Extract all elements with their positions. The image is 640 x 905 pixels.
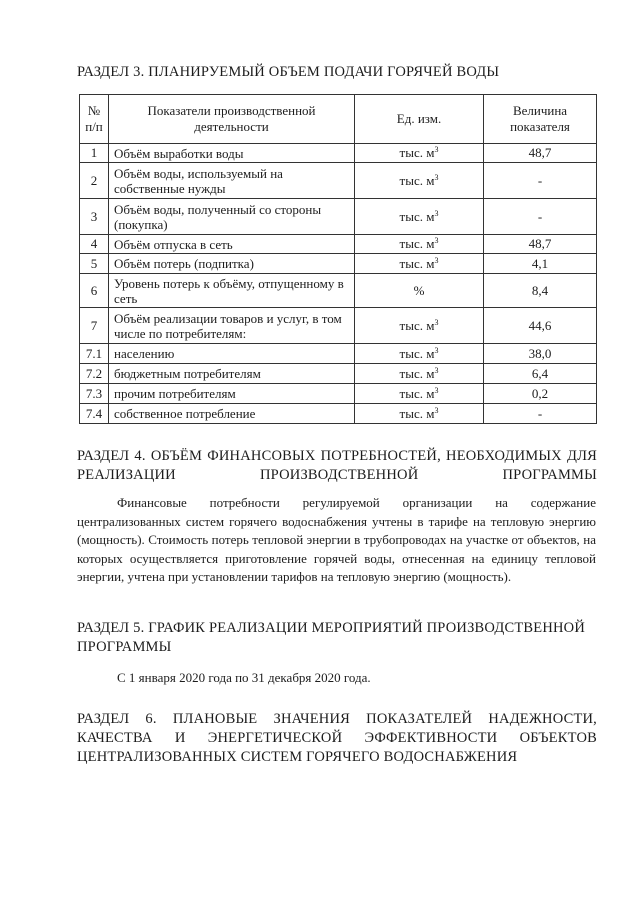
row-value: 0,2 <box>484 384 597 404</box>
row-unit-cell <box>355 404 484 424</box>
row-unit: тыс. м <box>399 385 435 401</box>
table-row <box>80 235 597 254</box>
row-indicator: Объём выработки воды <box>109 144 355 163</box>
row-value: - <box>484 163 597 199</box>
row-unit: тыс. м <box>399 208 435 224</box>
row-unit: % <box>413 282 425 298</box>
table-row <box>80 404 597 424</box>
table-row <box>80 199 597 235</box>
row-unit: тыс. м <box>399 405 435 421</box>
row-indicator: собственное потребление <box>109 404 355 424</box>
row-unit-exponent: 3 <box>434 385 439 395</box>
row-unit: тыс. м <box>399 317 435 333</box>
row-indicator: Уровень потерь к объёму, отпущенному в сеть <box>109 274 355 308</box>
row-unit: тыс. м <box>399 145 435 160</box>
row-indicator: Объём реализации товаров и услуг, в том числе по потребителям: <box>109 308 355 344</box>
row-unit-exponent: 3 <box>434 365 439 375</box>
row-unit-cell <box>355 384 484 404</box>
row-unit-exponent: 3 <box>434 405 439 415</box>
row-unit-exponent: 3 <box>434 236 439 245</box>
row-unit: тыс. м <box>399 365 435 381</box>
section5-schedule-text: С 1 января 2020 года по 31 декабря 2020 года. <box>117 670 371 685</box>
row-unit-exponent: 3 <box>434 145 439 154</box>
row-unit: тыс. м <box>399 345 435 361</box>
row-indicator: Объём потерь (подпитка) <box>109 254 355 274</box>
row-indicator: бюджетным потребителям <box>109 364 355 384</box>
section3-title: РАЗДЕЛ 3. ПЛАНИРУЕМЫЙ ОБЪЕМ ПОДАЧИ ГОРЯЧЕЙ ВОДЫ <box>77 64 500 80</box>
row-unit-cell <box>355 163 484 199</box>
row-unit: тыс. м <box>399 172 435 188</box>
row-unit-exponent: 3 <box>434 345 439 355</box>
row-indicator: прочим потребителям <box>109 384 355 404</box>
row-unit-cell <box>355 308 484 344</box>
col-header-value: Величина показателя <box>484 95 597 144</box>
section4-paragraph: Финансовые потребности регулируемой организации на содержание централизованных систем горячего водоснабжения учтены в тарифе на тепловую энергию (мощность). Стоимость потерь тепловой энергии в трубопроводах на участке от объектов, на которых осуществляется приготовление горячей воды, отнесенная на единицу тепловой энергии, учтена при установлении тарифов на тепловую энергию (мощность). <box>77 495 596 584</box>
water-supply-table <box>79 94 597 424</box>
section6-title: РАЗДЕЛ 6. ПЛАНОВЫЕ ЗНАЧЕНИЯ ПОКАЗАТЕЛЕЙ НАДЕЖНОСТИ, КАЧЕСТВА И ЭНЕРГЕТИЧЕСКОЙ ЭФФЕКТИВНОСТИ ОБЪЕКТОВ ЦЕНТРАЛИЗОВАННЫХ СИСТЕМ ГОРЯЧЕГО ВОДОСНАБЖЕНИЯ <box>77 711 597 765</box>
table-row <box>80 308 597 344</box>
row-value: - <box>484 199 597 235</box>
row-number: 7 <box>80 308 109 344</box>
row-indicator: Объём воды, полученный со стороны (покупка) <box>109 199 355 235</box>
row-unit-cell <box>355 144 484 163</box>
row-unit-exponent: 3 <box>434 208 439 218</box>
row-value: 38,0 <box>484 344 597 364</box>
row-unit-exponent: 3 <box>434 172 439 182</box>
row-unit-cell <box>355 364 484 384</box>
row-indicator: Объём воды, используемый на собственные нужды <box>109 163 355 199</box>
table-body <box>80 144 597 424</box>
row-unit-cell <box>355 274 484 308</box>
table-row <box>80 163 597 199</box>
table-header-row <box>80 95 597 144</box>
section4-title-text: РАЗДЕЛ 4. ОБЪЁМ ФИНАНСОВЫХ ПОТРЕБНОСТЕЙ, НЕОБХОДИМЫХ ДЛЯ РЕАЛИЗАЦИИ ПРОИЗВОДСТВЕННОЙ ПРОГРАММЫ <box>77 448 597 483</box>
row-unit-cell <box>355 235 484 254</box>
row-value: 48,7 <box>484 235 597 254</box>
col-header-indicator: Показатели производственной деятельности <box>109 95 355 144</box>
table-row <box>80 364 597 384</box>
row-number: 7.1 <box>80 344 109 364</box>
row-unit: тыс. м <box>399 236 435 251</box>
row-value: 48,7 <box>484 144 597 163</box>
row-number: 4 <box>80 235 109 254</box>
row-unit-exponent: 3 <box>434 317 439 327</box>
row-unit-cell <box>355 344 484 364</box>
row-indicator: Объём отпуска в сеть <box>109 235 355 254</box>
section5-title: РАЗДЕЛ 5. ГРАФИК РЕАЛИЗАЦИИ МЕРОПРИЯТИЙ ПРОИЗВОДСТВЕННОЙ ПРОГРАММЫ <box>77 620 586 655</box>
row-number: 7.4 <box>80 404 109 424</box>
row-indicator: населению <box>109 344 355 364</box>
table-row <box>80 274 597 308</box>
row-number: 3 <box>80 199 109 235</box>
row-number: 2 <box>80 163 109 199</box>
row-unit: тыс. м <box>399 255 435 271</box>
table-row <box>80 144 597 163</box>
row-number: 5 <box>80 254 109 274</box>
row-value: 4,1 <box>484 254 597 274</box>
table-row <box>80 254 597 274</box>
row-number: 1 <box>80 144 109 163</box>
table-row <box>80 384 597 404</box>
col-header-num: № п/п <box>80 95 109 144</box>
table-row <box>80 344 597 364</box>
col-header-unit: Ед. изм. <box>355 95 484 144</box>
row-value: 44,6 <box>484 308 597 344</box>
row-number: 7.3 <box>80 384 109 404</box>
row-value: - <box>484 404 597 424</box>
row-value: 6,4 <box>484 364 597 384</box>
row-unit-cell <box>355 254 484 274</box>
row-unit-cell <box>355 199 484 235</box>
row-number: 7.2 <box>80 364 109 384</box>
row-number: 6 <box>80 274 109 308</box>
row-value: 8,4 <box>484 274 597 308</box>
row-unit-exponent: 3 <box>434 255 439 265</box>
section4-title <box>77 447 597 485</box>
